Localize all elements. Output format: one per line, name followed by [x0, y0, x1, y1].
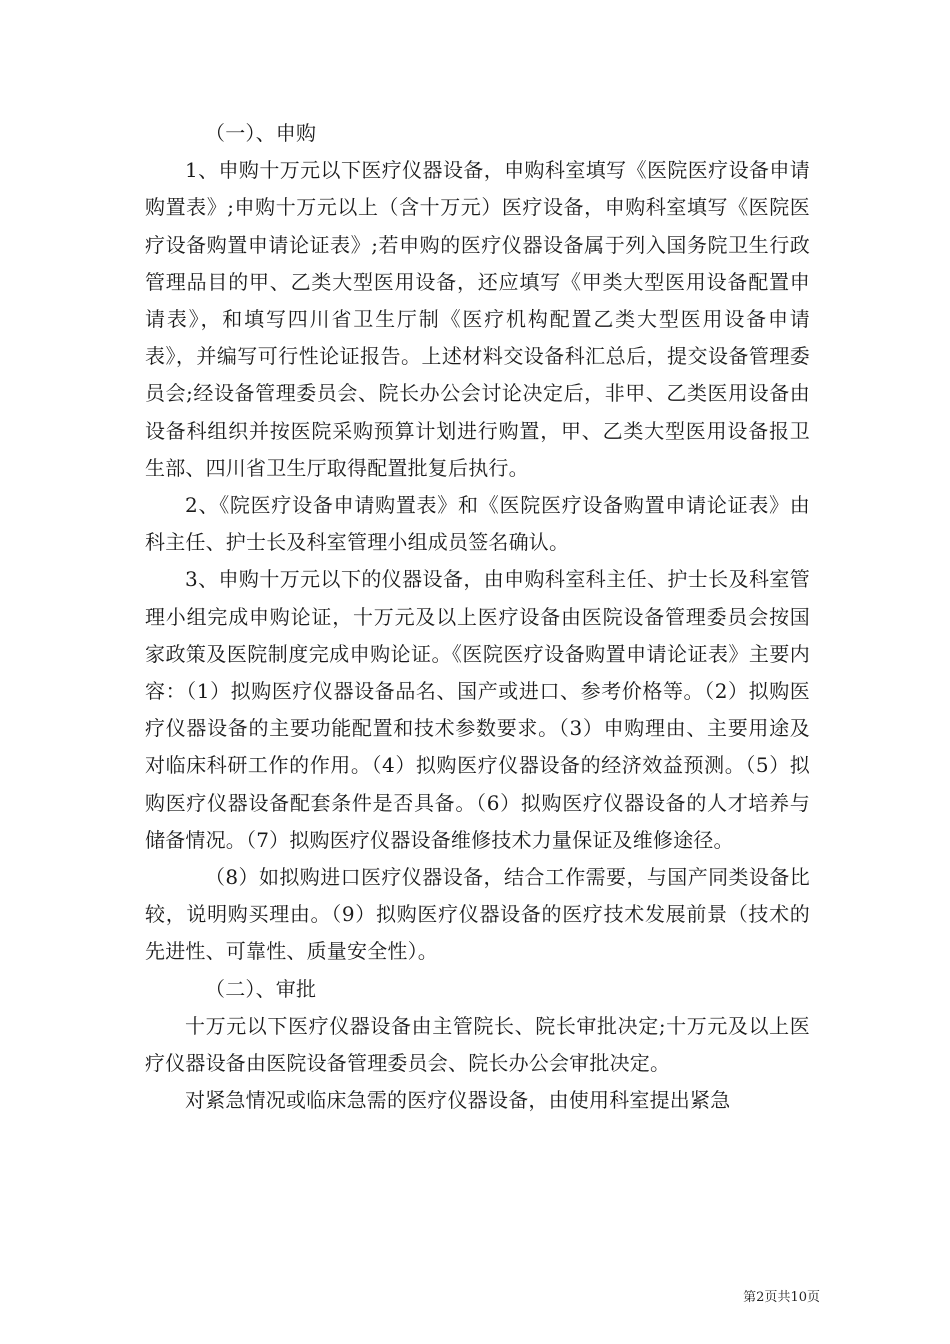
paragraph-purchase-item-2: 2、《院医疗设备申请购置表》和《医院医疗设备购置申请论证表》由科主任、护士长及科室管理小组成员签名确认。 — [145, 493, 810, 555]
paragraph-purchase-item-1: 1、申购十万元以下医疗仪器设备，申购科室填写《医院医疗设备申请购置表》;申购十万元以上（含十万元）医疗设备，申购科室填写《医院医疗设备购置申请论证表》;若申购的医疗仪器设备属于列入国务院卫生行政管理品目的甲、乙类大型医用设备，还应填写《甲类大型医用设备配置申请表》，和填写四川省卫生厅制《医疗机构配置乙类大型医用设备申请表》，并编写可行性论证报告。上述材料交设备科汇总后，提交设备管理委员会;经设备管理委员会、院长办公会讨论决定后，非甲、乙类医用设备由设备科组织并按医院采购预算计划进行购置，甲、乙类大型医用设备报卫生部、四川省卫生厅取得配置批复后执行。 — [145, 158, 810, 480]
page-number-footer: 第2页共10页 — [743, 1290, 820, 1305]
paragraph-purchase-item-8-9: （8）如拟购进口医疗仪器设备，结合工作需要，与国产同类设备比较，说明购买理由。（9）拟购医疗仪器设备的医疗技术发展前景（技术的先进性、可靠性、质量安全性）。 — [145, 865, 810, 964]
paragraph-approval-rule: 十万元以下医疗仪器设备由主管院长、院长审批决定;十万元及以上医疗仪器设备由医院设备管理委员会、院长办公会审批决定。 — [145, 1013, 810, 1076]
paragraph-purchase-item-3: 3、申购十万元以下的仪器设备，由申购科室科主任、护士长及科室管理小组完成申购论证，十万元及以上医疗设备由医院设备管理委员会按国家政策及医院制度完成申购论证。《医院医疗设备购置申请论证表》主要内容：（1）拟购医疗仪器设备品名、国产或进口、参考价格等。（2）拟购医疗仪器设备的主要功能配置和技术参数要求。（3）申购理由、主要用途及对临床科研工作的作用。（4）拟购医疗仪器设备的经济效益预测。（5）拟购医疗仪器设备配套条件是否具备。（6）拟购医疗仪器设备的人才培养与储备情况。（7）拟购医疗仪器设备维修技术力量保证及维修途径。 — [145, 567, 810, 852]
document-body — [145, 115, 810, 1119]
section-heading-approval: （二）、审批 — [205, 976, 317, 1001]
paragraph-emergency: 对紧急情况或临床急需的医疗仪器设备，由使用科室提出紧急 — [185, 1088, 731, 1113]
section-heading-purchase: （一）、申购 — [205, 121, 317, 145]
